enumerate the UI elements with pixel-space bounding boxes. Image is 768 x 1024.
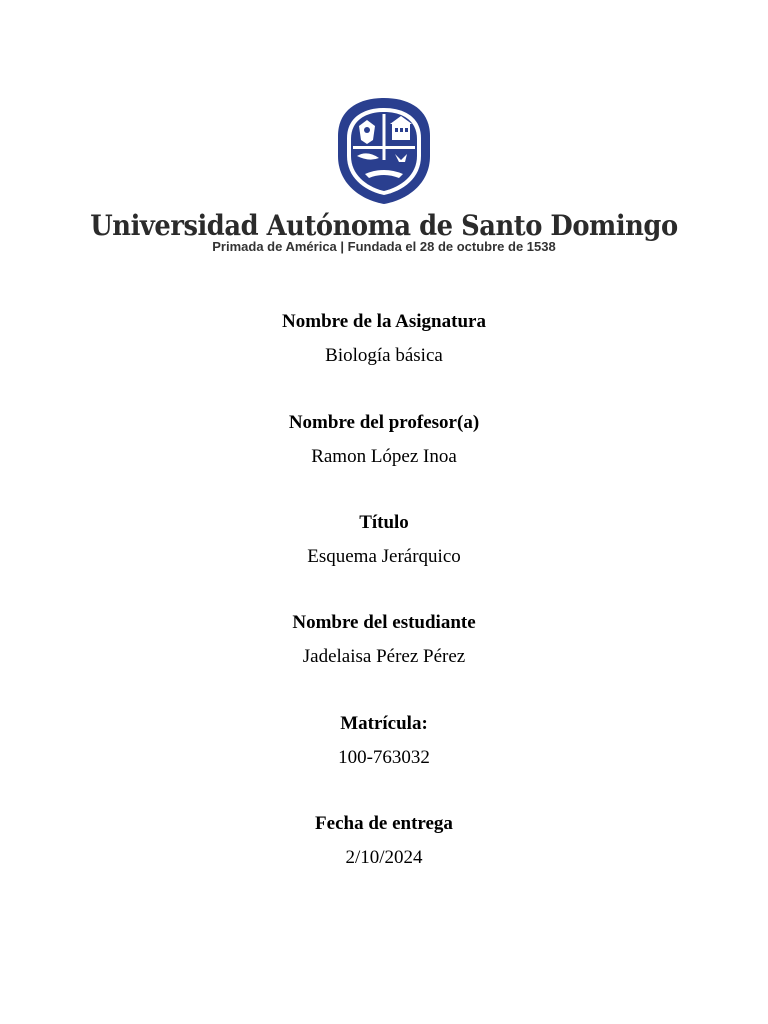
student-value: Jadelaisa Pérez Pérez bbox=[302, 646, 466, 667]
title-label: Título bbox=[359, 512, 409, 533]
field-title bbox=[0, 511, 768, 569]
enrollment-value: 100-763032 bbox=[338, 747, 430, 768]
student-label: Nombre del estudiante bbox=[292, 612, 476, 633]
field-due-date bbox=[0, 812, 768, 870]
field-subject bbox=[0, 310, 768, 368]
field-enrollment bbox=[0, 712, 768, 770]
title-value: Esquema Jerárquico bbox=[307, 546, 461, 567]
university-name: Universidad Autónoma de Santo Domingo bbox=[90, 209, 678, 242]
field-student bbox=[0, 611, 768, 669]
university-seal-logo bbox=[335, 96, 433, 206]
professor-label: Nombre del profesor(a) bbox=[288, 412, 480, 433]
due-date-label: Fecha de entrega bbox=[315, 813, 453, 834]
subject-label: Nombre de la Asignatura bbox=[282, 311, 486, 332]
university-tagline: Primada de América | Fundada el 28 de octubre de 1538 bbox=[212, 239, 556, 254]
field-professor bbox=[0, 411, 768, 469]
due-date-value: 2/10/2024 bbox=[345, 847, 423, 868]
enrollment-label: Matrícula: bbox=[340, 713, 428, 734]
professor-value: Ramon López Inoa bbox=[311, 446, 457, 467]
subject-value: Biología básica bbox=[325, 345, 443, 366]
